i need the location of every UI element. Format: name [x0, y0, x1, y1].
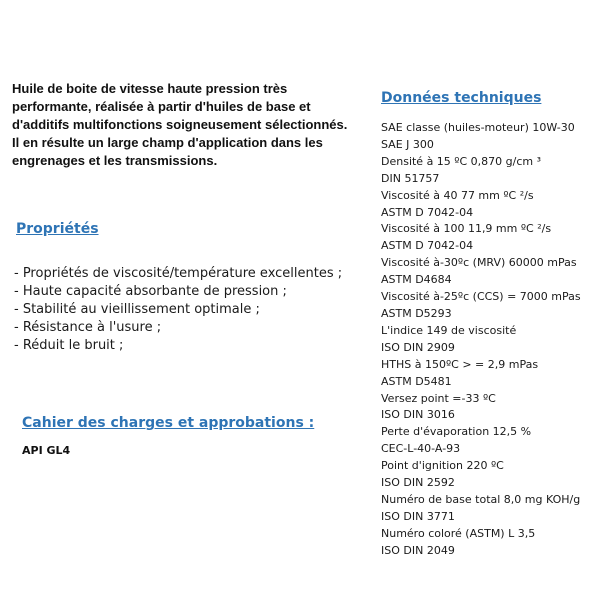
list-item: Numéro coloré (ASTM) L 3,5 [381, 526, 536, 540]
list-item: ASTM D 7042-04 [381, 205, 474, 219]
list-item: DIN 51757 [381, 171, 440, 185]
list-item: L'indice 149 de viscosité [381, 323, 517, 337]
list-item: Numéro de base total 8,0 mg KOH/g [381, 492, 581, 506]
list-item: - Stabilité au vieillissement optimale ; [14, 302, 260, 317]
technical-data-list [381, 120, 596, 560]
list-item: ISO DIN 3771 [381, 509, 455, 523]
list-item: Viscosité à-30ºc (MRV) 60000 mPas [381, 256, 577, 270]
list-item: CEC-L-40-A-93 [381, 442, 461, 456]
list-item: Point d'ignition 220 ºC [381, 459, 504, 473]
list-item: - Propriétés de viscosité/température excellentes ; [14, 266, 343, 281]
list-item: - Résistance à l'usure ; [14, 320, 162, 335]
list-item: ISO DIN 2049 [381, 543, 455, 557]
list-item: ISO DIN 2592 [381, 476, 455, 490]
list-item: Versez point =-33 ºC [381, 391, 496, 405]
list-item: ISO DIN 2909 [381, 340, 455, 354]
proprietes-heading: Propriétés [16, 221, 99, 237]
list-item: ASTM D4684 [381, 273, 452, 287]
list-item: Viscosité à 100 11,9 mm ºC ²/s [381, 222, 552, 236]
list-item: ASTM D 7042-04 [381, 239, 474, 253]
cahier-heading: Cahier des charges et approbations : [22, 415, 315, 431]
list-item: ASTM D5293 [381, 306, 452, 320]
list-item: Perte d'évaporation 12,5 % [381, 425, 532, 439]
list-item: Densité à 15 ºC 0,870 g/cm ³ [381, 154, 542, 168]
list-item: - Haute capacité absorbante de pression ; [14, 284, 287, 299]
list-item: Viscosité à 40 77 mm ºC ²/s [381, 188, 534, 202]
product-description: Huile de boite de vitesse haute pression très performante, réalisée à partir d'huiles de base et d'additifs multifonctions soigneusement sélectionnés. Il en résulte un large champ d'application dans les engrenages et les transmissions. [12, 81, 348, 168]
donnees-heading: Données techniques [381, 90, 542, 106]
approval-value: API GL4 [22, 444, 71, 457]
list-item: - Réduit le bruit ; [14, 338, 124, 353]
list-item: HTHS à 150ºC > = 2,9 mPas [381, 357, 539, 371]
proprietes-list [14, 265, 344, 355]
list-item: SAE J 300 [381, 137, 434, 151]
list-item: SAE classe (huiles-moteur) 10W-30 [381, 121, 575, 134]
list-item: ASTM D5481 [381, 374, 452, 388]
list-item: Viscosité à-25ºc (CCS) = 7000 mPas [381, 290, 581, 304]
list-item: ISO DIN 3016 [381, 408, 455, 422]
